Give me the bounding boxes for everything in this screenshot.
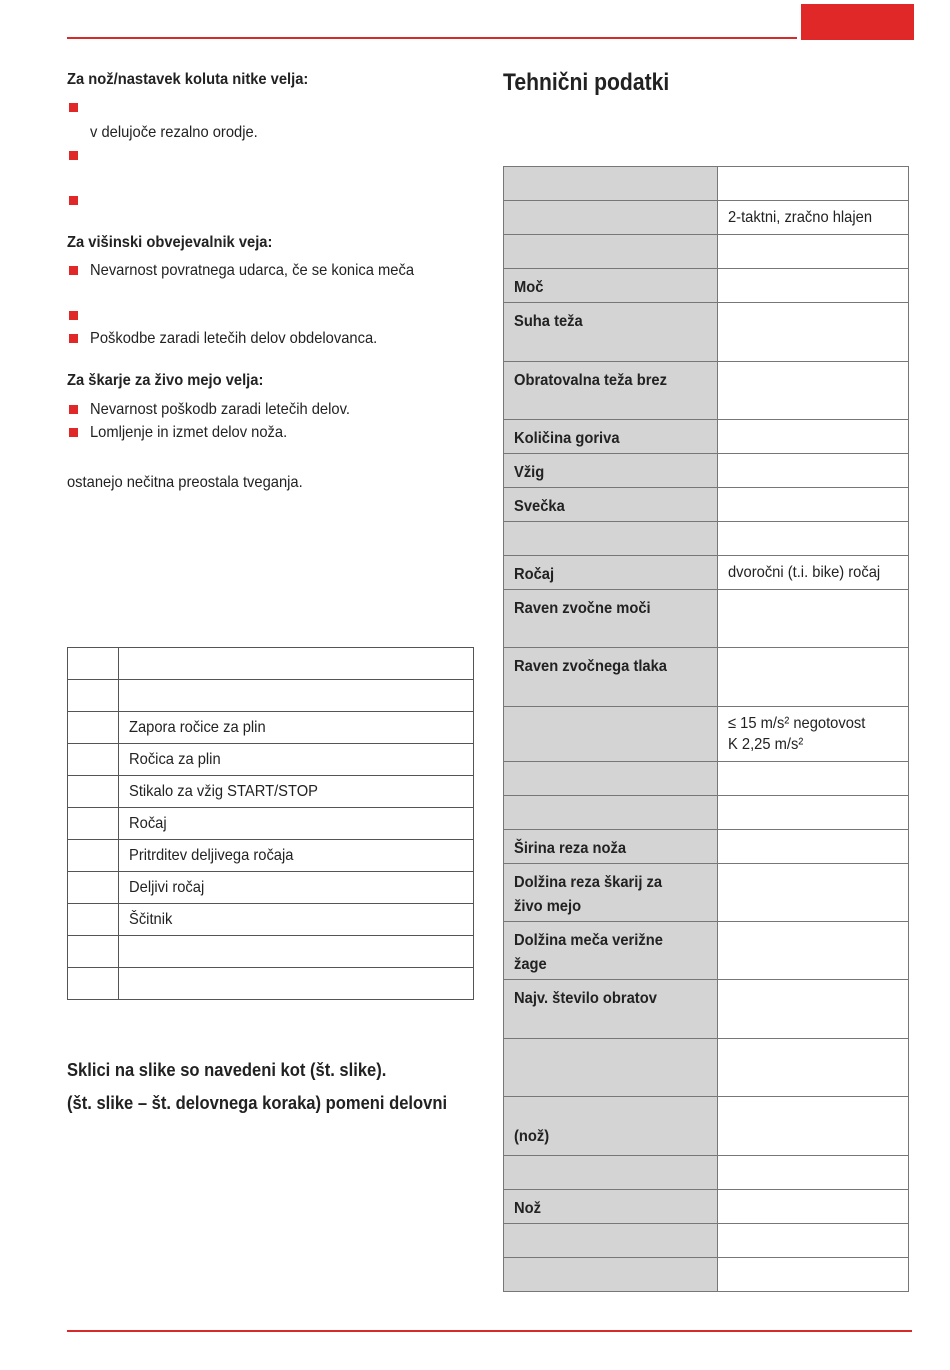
table-row xyxy=(504,1258,909,1292)
bullet-icon xyxy=(69,334,78,343)
page-title: Tehnični podatki xyxy=(503,69,670,96)
tech-label: Svečka xyxy=(514,498,565,515)
table-row xyxy=(68,680,474,712)
part-name xyxy=(119,648,474,680)
table-row xyxy=(68,968,474,1000)
tech-label: Obratovalna teža brez xyxy=(514,372,667,389)
tech-label xyxy=(514,1039,701,1046)
tech-value xyxy=(728,522,894,528)
hedge-item-2: Lomljenje in izmet delov noža. xyxy=(90,424,288,441)
tech-value xyxy=(728,1097,894,1103)
bullet-icon xyxy=(69,266,78,275)
tech-label: Vžig xyxy=(514,464,545,481)
tech-label: Suha teža xyxy=(514,313,583,330)
table-row xyxy=(504,269,909,303)
pruner-item-3: Poškodbe zaradi letečih delov obdelovanca. xyxy=(90,330,378,347)
table-row xyxy=(504,796,909,830)
tech-label xyxy=(514,796,701,803)
part-number xyxy=(68,744,119,776)
table-row xyxy=(504,1190,909,1224)
part-number xyxy=(68,936,119,968)
tech-value: dvoročni (t.i. bike) ročaj xyxy=(728,564,881,581)
bullet-icon xyxy=(69,151,78,160)
table-row xyxy=(68,648,474,680)
figure-reference-note-1: Sklici na slike so navedeni kot (št. slike). xyxy=(67,1060,387,1080)
part-name xyxy=(119,936,474,968)
part-number xyxy=(68,968,119,1000)
tech-value xyxy=(728,830,894,836)
tech-label xyxy=(514,1224,701,1231)
tech-label xyxy=(514,167,701,174)
tech-label: Ročaj xyxy=(514,566,555,583)
tech-label: Najv. število obratov xyxy=(514,990,657,1007)
table-row xyxy=(504,707,909,762)
table-row xyxy=(504,590,909,648)
tech-value xyxy=(728,864,894,870)
header-rule xyxy=(67,37,797,39)
pruner-item-1: Nevarnost povratnega udarca, če se konica meča xyxy=(90,262,415,279)
table-row xyxy=(504,556,909,590)
hedge-item-1: Nevarnost poškodb zaradi letečih delov. xyxy=(90,401,350,418)
tech-value xyxy=(728,1039,894,1045)
residual-risk-text: ostanejo nečitna preostala tveganja. xyxy=(67,474,303,491)
header-tab-block xyxy=(801,4,914,40)
tech-data-table xyxy=(503,166,909,1292)
table-row xyxy=(504,1039,909,1097)
part-number xyxy=(68,776,119,808)
tech-label: Nož xyxy=(514,1200,541,1217)
tech-value xyxy=(728,420,894,426)
part-name: Zapora ročice za plin xyxy=(119,712,474,744)
part-name: Ročica za plin xyxy=(119,744,474,776)
table-row xyxy=(504,303,909,362)
bullet-icon xyxy=(69,196,78,205)
table-row xyxy=(504,362,909,420)
part-number xyxy=(68,712,119,744)
part-number xyxy=(68,808,119,840)
table-row xyxy=(68,776,474,808)
tech-label: Širina reza noža xyxy=(514,840,627,857)
heading-knife: Za nož/nastavek koluta nitke velja: xyxy=(67,71,309,88)
part-number xyxy=(68,840,119,872)
tech-value xyxy=(728,648,894,654)
part-number xyxy=(68,904,119,936)
part-number xyxy=(68,872,119,904)
table-row xyxy=(504,235,909,269)
tech-value xyxy=(728,922,894,928)
tech-value xyxy=(728,1258,894,1264)
tech-label: Dolžina meča verižne žage xyxy=(514,932,663,973)
figure-reference-note-2: (št. slike – št. delovnega koraka) pomeni delovni xyxy=(67,1093,448,1113)
table-row xyxy=(68,808,474,840)
tech-value: 2-taktni, zračno hlajen xyxy=(728,209,873,226)
tech-label: Raven zvočne moči xyxy=(514,600,651,617)
vibration-value: ≤ 15 m/s² negotovost xyxy=(728,715,866,732)
parts-table xyxy=(67,647,474,1000)
tech-value xyxy=(728,167,894,173)
bullet-icon xyxy=(69,103,78,112)
tech-value xyxy=(728,1224,894,1230)
table-row xyxy=(68,904,474,936)
part-name xyxy=(119,968,474,1000)
tech-value xyxy=(728,1190,894,1196)
part-number xyxy=(68,648,119,680)
table-row xyxy=(504,522,909,556)
table-row xyxy=(68,840,474,872)
table-row xyxy=(504,420,909,454)
table-row xyxy=(504,201,909,235)
tech-value xyxy=(728,590,894,596)
table-row xyxy=(504,454,909,488)
footer-rule xyxy=(67,1330,912,1332)
tech-label: Moč xyxy=(514,279,544,296)
tech-label xyxy=(514,522,701,529)
tech-value xyxy=(728,980,894,986)
part-number xyxy=(68,680,119,712)
tech-label xyxy=(514,762,701,769)
tech-value xyxy=(728,454,894,460)
tech-label xyxy=(514,235,701,242)
table-row xyxy=(68,744,474,776)
bullet-icon xyxy=(69,405,78,414)
part-name: Pritrditev deljivega ročaja xyxy=(119,840,474,872)
table-row xyxy=(504,488,909,522)
tech-value xyxy=(728,1156,894,1162)
table-row xyxy=(68,872,474,904)
part-name: Ročaj xyxy=(119,808,474,840)
tech-label: Dolžina reza škarij za živo mejo xyxy=(514,874,663,915)
tech-label: (nož) xyxy=(514,1128,550,1145)
table-row xyxy=(504,762,909,796)
tech-label xyxy=(514,1156,701,1163)
table-row xyxy=(504,922,909,980)
table-row xyxy=(68,936,474,968)
tech-label: Raven zvočnega tlaka xyxy=(514,658,667,675)
table-row xyxy=(504,1097,909,1156)
tech-value xyxy=(728,488,894,494)
tech-label xyxy=(514,707,701,714)
tech-label xyxy=(514,201,701,208)
vibration-uncertainty: K 2,25 m/s² xyxy=(728,736,804,753)
tech-value xyxy=(728,269,894,275)
tech-label xyxy=(514,1258,701,1265)
part-name: Stikalo za vžig START/STOP xyxy=(119,776,474,808)
tech-value xyxy=(728,235,894,241)
table-row xyxy=(504,167,909,201)
tech-value xyxy=(728,303,894,309)
bullet-icon xyxy=(69,428,78,437)
heading-hedge: Za škarje za živo mejo velja: xyxy=(67,372,264,389)
tech-value xyxy=(728,362,894,368)
table-row xyxy=(504,830,909,864)
knife-item-2: v delujoče rezalno orodje. xyxy=(90,124,258,141)
tech-value xyxy=(728,707,894,755)
part-name: Ščitnik xyxy=(119,904,474,936)
table-row xyxy=(504,864,909,922)
table-row xyxy=(504,1224,909,1258)
heading-pruner: Za višinski obvejevalnik veja: xyxy=(67,234,273,251)
table-row xyxy=(68,712,474,744)
table-row xyxy=(504,648,909,707)
part-name: Deljivi ročaj xyxy=(119,872,474,904)
bullet-icon xyxy=(69,311,78,320)
part-name xyxy=(119,680,474,712)
tech-value xyxy=(728,796,894,802)
table-row xyxy=(504,980,909,1039)
table-row xyxy=(504,1156,909,1190)
tech-value xyxy=(728,762,894,768)
tech-label: Količina goriva xyxy=(514,430,620,447)
